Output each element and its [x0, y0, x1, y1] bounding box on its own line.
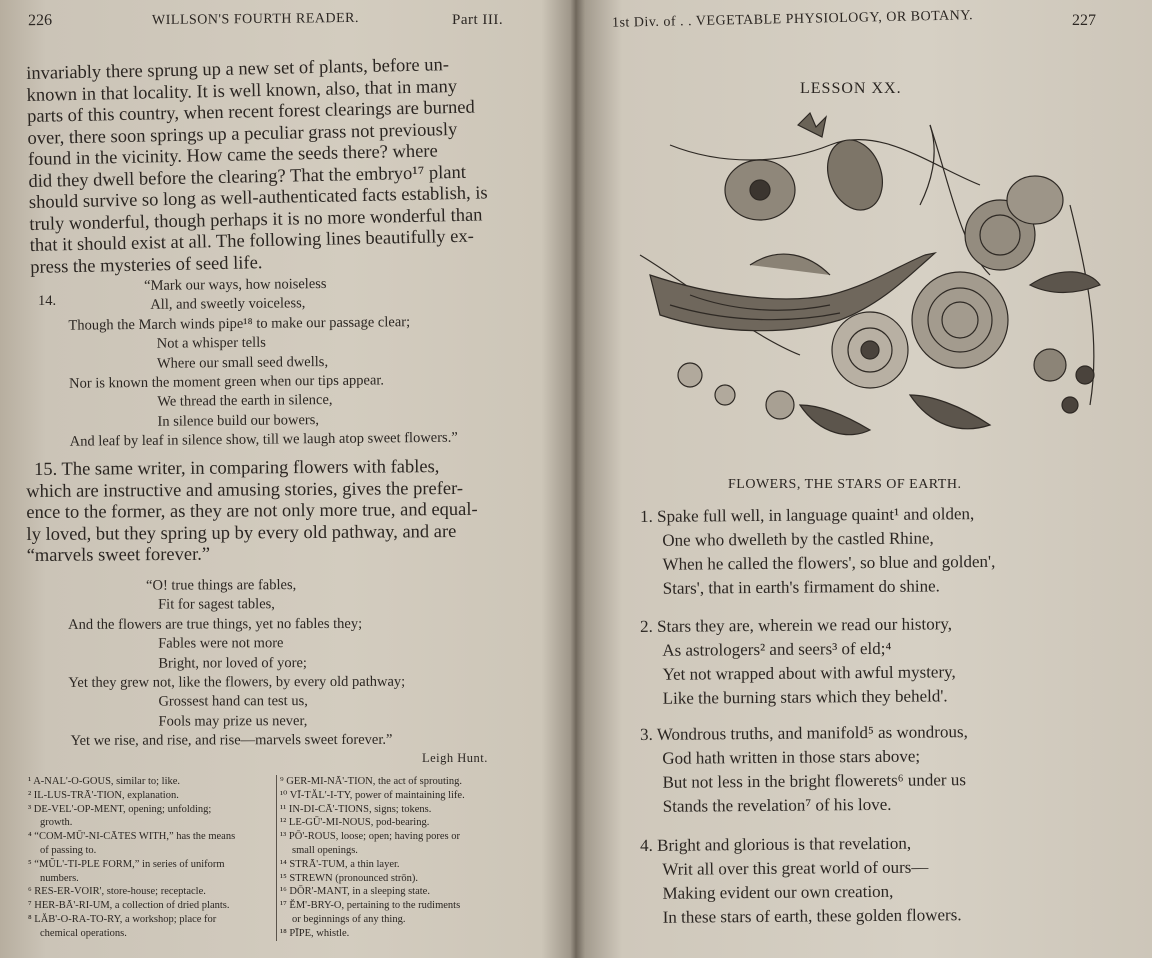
stanza-line: Making evident our own creation, — [662, 881, 894, 903]
prose-line: press the mysteries of seed life. — [30, 252, 263, 278]
stanza-line: 3. Wondrous truths, and manifold⁵ as wondrous, — [640, 722, 968, 744]
stanza-4 — [640, 830, 1111, 930]
prose-line: ence to the former, as they are not only more true, and equal- — [26, 499, 478, 523]
footnote: ¹⁶ DŌR'-MANT, in a sleeping state. — [280, 886, 430, 898]
poem-fables — [40, 575, 541, 751]
stanza-line: As astrologers² and seers³ of eld;⁴ — [662, 638, 892, 660]
stanza-line: When he called the flowers', so blue and golden', — [662, 551, 996, 574]
poem-line: Fit for sagest tables, — [158, 596, 275, 613]
page-number-right: 227 — [1072, 12, 1096, 29]
prose-line: found in the vicinity. How came the seeds there? where — [27, 141, 438, 170]
poem-line: Bright, nor loved of yore; — [158, 654, 307, 672]
stanza-3 — [640, 719, 1111, 819]
poem-seed-life — [40, 273, 542, 453]
prose-line: invariably there sprung up a new set of plants, before un- — [26, 55, 450, 84]
footnote: ⁶ RES-ER-VOIR', store-house; receptacle. — [28, 886, 206, 898]
stanza-line: Yet not wrapped about with awful mystery, — [662, 662, 956, 684]
prose-line: ly loved, but they spring up by every old pathway, and are — [26, 521, 457, 545]
footnote: ⁴ “COM-MŪ'-NI-CĀTES WITH,” has the means — [28, 831, 236, 843]
poem-line: All, and sweetly voiceless, — [150, 295, 306, 314]
footnote: ⁹ GER-MI-NĀ'-TION, the act of sprouting. — [280, 776, 462, 787]
running-head-right: 1st Div. of . . VEGETABLE PHYSIOLOGY, OR BOTANY. — [611, 8, 974, 31]
stanza-2 — [640, 611, 1111, 711]
footnote: ¹⁵ STREWN (pronounced strōn). — [280, 872, 419, 884]
poem-line: In silence build our bowers, — [157, 411, 320, 430]
footnotes-right-column — [276, 775, 528, 941]
poem-title: FLOWERS, THE STARS OF EARTH. — [728, 477, 962, 492]
poem-line: Nor is known the moment green when our tips appear. — [69, 372, 385, 392]
stanza-line: One who dwelleth by the castled Rhine, — [662, 528, 934, 550]
footnote: ¹⁷ ĔM'-BRY-O, pertaining to the rudiments — [280, 900, 461, 912]
poem-line: Yet they grew not, like the flowers, by every old pathway; — [68, 673, 406, 691]
poem-line: Fables were not more — [158, 635, 284, 652]
stanza-number-14: 14. — [38, 293, 57, 309]
prose-line: should survive so long as well-authenticated facts establish, is — [28, 183, 488, 213]
prose-line: did they dwell before the clearing? That the embryo¹⁷ plant — [28, 162, 467, 192]
footnote: ² IL-LUS-TRĀ'-TION, explanation. — [28, 789, 179, 801]
poem-line: We thread the earth in silence, — [157, 392, 333, 411]
poem-line: “O! true things are fables, — [146, 577, 297, 594]
flowers-bird-engraving — [630, 105, 1110, 465]
stanza-line: 4. Bright and glorious is that revelation, — [640, 833, 912, 855]
right-page — [580, 0, 1152, 958]
stanza-line: But not less in the bright flowerets⁶ under us — [662, 770, 966, 792]
stanza-line: Stands the revelation⁷ of his love. — [662, 794, 892, 816]
stanza-1 — [640, 501, 1111, 601]
poem-line: Not a whisper tells — [156, 334, 266, 352]
part-label: Part III. — [452, 12, 504, 28]
stanza-line: Like the burning stars which they beheld'. — [662, 686, 948, 708]
prose-line: that it should exist at all. The following lines beautifully ex- — [29, 226, 475, 256]
footnote: ¹ A-NAL'-O-GOUS, similar to; like. — [28, 776, 181, 787]
left-page — [0, 0, 575, 958]
prose-line: “marvels sweet forever.” — [26, 544, 211, 566]
poem-line: Though the March winds pipe¹⁸ to make our passage clear; — [68, 313, 411, 334]
prose-line: 15. The same writer, in comparing flowers with fables, — [33, 457, 440, 480]
footnote: numbers. — [40, 872, 79, 884]
stanza-line: Writ all over this great world of ours— — [662, 857, 929, 879]
stanza-line: 1. Spake full well, in language quaint¹ and olden, — [640, 504, 975, 526]
prose-line: over, there soon springs up a peculiar grass not previously — [27, 119, 458, 149]
poem-line: “Mark our ways, how noiseless — [144, 276, 327, 294]
poem-line: Yet we rise, and rise, and rise—marvels sweet forever.” — [70, 732, 393, 750]
poem-line: And the flowers are true things, yet no fables they; — [68, 615, 363, 633]
footnote: ¹³ PŌ'-ROUS, loose; open; having pores or — [280, 831, 460, 843]
footnote: of passing to. — [40, 844, 97, 856]
poem-line: Where our small seed dwells, — [156, 353, 329, 372]
running-head-left: WILLSON'S FOURTH READER. — [151, 10, 360, 29]
stanza-line: 2. Stars they are, wherein we read our history, — [640, 614, 953, 636]
page-number-left: 226 — [27, 11, 53, 30]
footnote: ¹⁴ STRĀ'-TUM, a thin layer. — [280, 858, 400, 870]
footnote: ¹⁸ PĪPE, whistle. — [280, 927, 350, 939]
footnote: ¹⁰ VĪ-TĂL'-I-TY, power of maintaining life. — [280, 789, 465, 801]
footnote: ¹¹ IN-DI-CĀ'-TIONS, signs; tokens. — [280, 803, 432, 815]
footnote: growth. — [40, 817, 73, 829]
prose-line: truly wonderful, though perhaps it is no more wonderful than — [29, 204, 483, 235]
footnotes-left-column — [28, 775, 276, 941]
poem-line: Grossest hand can test us, — [158, 693, 308, 711]
footnote: ⁸ LĂB'-O-RA-TO-RY, a workshop; place for — [28, 913, 217, 925]
footnote: chemical operations. — [40, 927, 127, 939]
prose-line: parts of this country, when recent forest clearings are burned — [26, 97, 476, 127]
footnote: ⁷ HER-BĀ'-RI-UM, a collection of dried plants. — [28, 900, 230, 912]
prose-block-1 — [26, 54, 530, 279]
stanza-line: Stars', that in earth's firmament do shine. — [662, 576, 940, 598]
footnote: ⁵ “MŬL'-TI-PLE FORM,” in series of uniform — [28, 858, 225, 870]
attribution: Leigh Hunt. — [422, 751, 488, 765]
prose-block-2 — [26, 457, 527, 568]
poem-line: And leaf by leaf in silence show, till we laugh atop sweet flowers.” — [69, 429, 458, 450]
lesson-heading: LESSON XX. — [800, 80, 902, 97]
footnote: small openings. — [292, 844, 358, 856]
stanza-line: God hath written in those stars above; — [662, 746, 921, 768]
footnote: or beginnings of any thing. — [292, 913, 406, 925]
poem-line: Fools may prize us never, — [158, 712, 308, 730]
footnote: ¹² LE-GŪ'-MI-NOUS, pod-bearing. — [280, 817, 430, 829]
prose-line: which are instructive and amusing stories, gives the prefer- — [26, 478, 464, 502]
prose-line: known in that locality. It is well known, also, that in many — [26, 76, 458, 106]
footnote: ³ DE-VEL'-OP-MENT, opening; unfolding; — [28, 803, 212, 815]
stanza-line: In these stars of earth, these golden flowers. — [662, 905, 962, 927]
